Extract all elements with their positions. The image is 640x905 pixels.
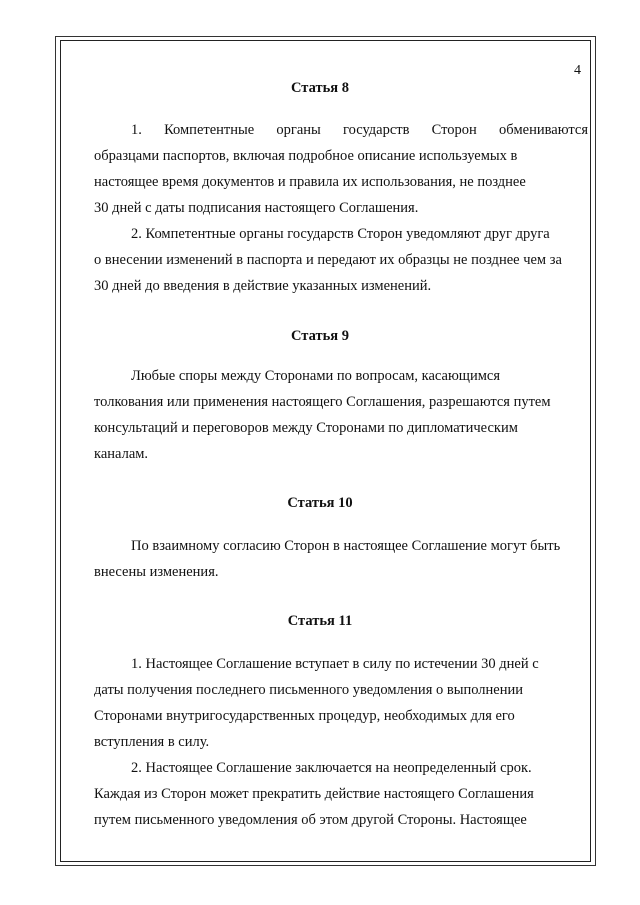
article-11-line-7: путем письменного уведомления об этом другой Стороны. Настоящее [94, 812, 527, 828]
article-8-line-6: о внесении изменений в паспорта и передают их образцы не позднее чем за [94, 252, 562, 268]
article-9-line-2: толкования или применения настоящего Соглашения, разрешаются путем [94, 394, 551, 410]
article-8-line-2: образцами паспортов, включая подробное описание используемых в [94, 148, 518, 164]
article-11-line-2: даты получения последнего письменного уведомления о выполнении [94, 682, 523, 698]
article-11-heading: Статья 11 [287, 613, 353, 629]
article-10-line-2: внесены изменения. [94, 564, 219, 580]
article-11-line-6: Каждая из Сторон может прекратить действие настоящего Соглашения [94, 786, 534, 802]
article-10-line-1: По взаимному согласию Сторон в настоящее Соглашение могут быть [131, 538, 561, 554]
article-9-line-3: консультаций и переговоров между Сторонами по дипломатическим [94, 420, 518, 436]
article-9-line-4: каналам. [94, 446, 149, 462]
text-line: 1. Компетентные органы государств Сторон обмениваются [131, 122, 588, 138]
article-8-line-5: 2. Компетентные органы государств Сторон уведомляют друг друга [131, 226, 550, 242]
article-11-line-1: 1. Настоящее Соглашение вступает в силу по истечении 30 дней с [131, 656, 539, 672]
article-10-heading: Статья 10 [287, 495, 353, 511]
article-9-line-1: Любые споры между Сторонами по вопросам, касающимся [131, 368, 500, 384]
article-9-heading: Статья 9 [291, 328, 349, 344]
article-11-line-4: вступления в силу. [94, 734, 210, 750]
article-8-line-4: 30 дней с даты подписания настоящего Соглашения. [94, 200, 419, 216]
article-8-line-1 [131, 121, 588, 139]
article-8-line-7: 30 дней до введения в действие указанных изменений. [94, 278, 432, 294]
article-8-line-3: настоящее время документов и правила их использования, не позднее [94, 174, 526, 190]
article-11-line-3: Сторонами внутригосударственных процедур, необходимых для его [94, 708, 515, 724]
page-number: 4 [574, 63, 581, 78]
article-8-heading: Статья 8 [291, 80, 349, 96]
article-11-line-5: 2. Настоящее Соглашение заключается на неопределенный срок. [131, 760, 532, 776]
